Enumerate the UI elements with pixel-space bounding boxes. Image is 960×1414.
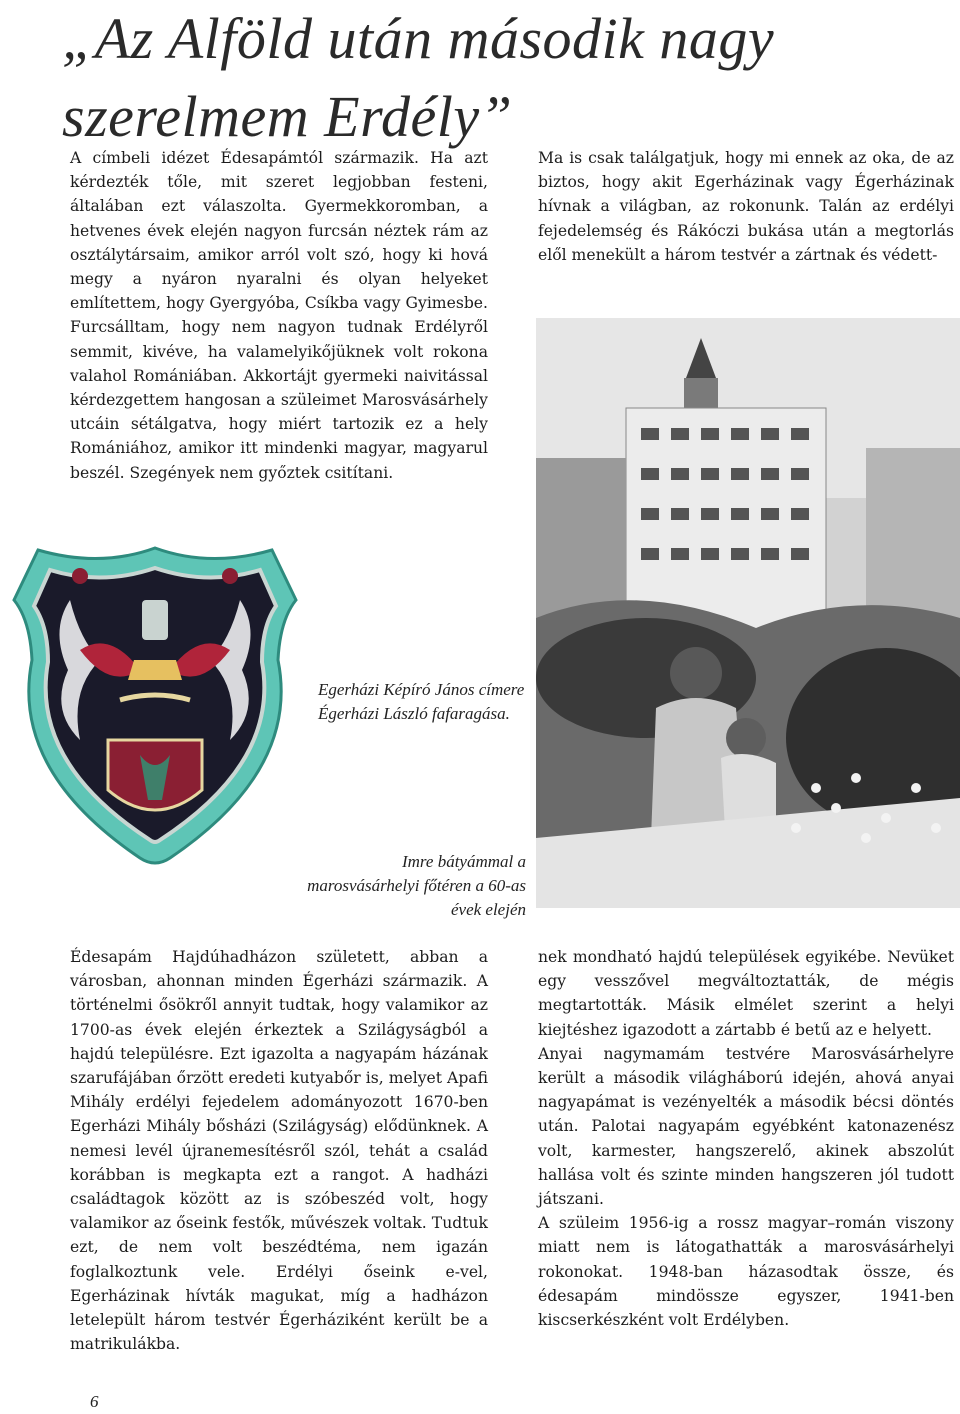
page-number: 6 (90, 1392, 99, 1411)
coat-of-arms-image (10, 540, 300, 870)
right-paragraph-3: A szüleim 1956-ig a rossz magyar–román viszony miatt nem is látogathatták a marosvásárhelyi rokonokat. 1948-ban házasodtak össze, és édesapám mindössze egyszer, 1941-ben kiscserkészként volt Erdélyben. (538, 1214, 954, 1330)
crest-caption: Egerházi Képíró János címere Égerházi László fafaragása. (318, 680, 525, 723)
intro-paragraph (70, 146, 488, 485)
family-history-text: Édesapám Hajdúhadházon született, abban a városban, ahonnan minden Égerházi származik. A történelmi ősökről annyit tudtak, hogy valamikor az 1700-as évek elején érkeztek a Szilágyságból a hajdú településre. Ezt igazolta a nagyapám házának szarufájában őrzött eredeti kutyabőr is, melyet Apafi Mihály erdélyi fejedelem adományozott 1670-ben Egerházi Mihály bősházi (Szilágyság) elődünknek. A nemesi levél újranemesítésről szól, tehát a család korábban is megkapta ezt a rangot. A hadházi családtagok között az is szóbeszéd volt, hogy valamikor az őseink festők, művészek voltak. Tudtuk ezt, de nem volt beszédtéma, nem igazán foglalkoztunk vele. Erdélyi őseink e-vel, Egerházinak hívták magukat, míg a hadházon letelepült három testvér Égerháziként került be a matrikulákba. (70, 948, 488, 1354)
right-intro-paragraph (538, 146, 954, 267)
right-paragraph-1: nek mondható hajdú települések egyikébe. Nevüket egy vesszővel megváltoztatták, de mégis megtartották. Másik elmélet szerint a helyi kiejtéshez igazodott a zártabb é betű az e helyett. (538, 948, 954, 1039)
right-intro-text: Ma is csak találgatjuk, hogy mi ennek az oka, de az biztos, hogy akit Egerházinak vagy Égerházinak hívnak a világban, az rokonunk. Talán az erdélyi fejedelemség és Rákóczi bukása után a megtorlás elől menekült a három testvér a zártnak és védett- (538, 149, 954, 264)
intro-text: A címbeli idézet Édesapámtól származik. Ha azt kérdezték tőle, mit szeret legjobban festeni, általában ezt válaszolta. Gyermekkoromban, a hetvenes évek elején nagyon furcsán néztek rám az osztálytársaim, amikor arról volt szó, hogy ki hová megy a nyáron nyaralni és olyan helyeket említettem, hogy Gyergyóba, Csíkba vagy Gyimesbe. Furcsálltam, hogy nem nagyon tudnak Erdélyről semmit, kivéve, ha valamelyikőjüknek volt rokona valahol Romániában. Akkortájt gyermeki naivitással kérdezgettem hangosan a szüleimet Marosvásárhely utcáin sétálgatva, hogy miért tartozik ez a hely Romániához, amikor itt mindenki magyar, magyarul beszél. Szegények nem győztek csitítani. (70, 149, 488, 482)
right-paragraph-2: Anyai nagymamám testvére Marosvásárhelyre került a második világháború idején, ahová anyai nagyapámat is vezényelték a második bécsi döntés után. Palotai nagyapám egyébként katonazenész volt, karmester, hangszerelő, akinek abszolút hallása volt és szinte minden hangszeren jól tudott játszani. (538, 1044, 954, 1209)
family-history-paragraph (70, 945, 488, 1356)
photo-caption: Imre bátyámmal a marosvásárhelyi főtéren a 60-as évek elején (307, 852, 526, 919)
right-column-text (538, 945, 954, 1332)
town-square-photo (536, 318, 960, 908)
page-title: „Az Alföld után második nagy szerelmem Erdély” (62, 6, 775, 149)
